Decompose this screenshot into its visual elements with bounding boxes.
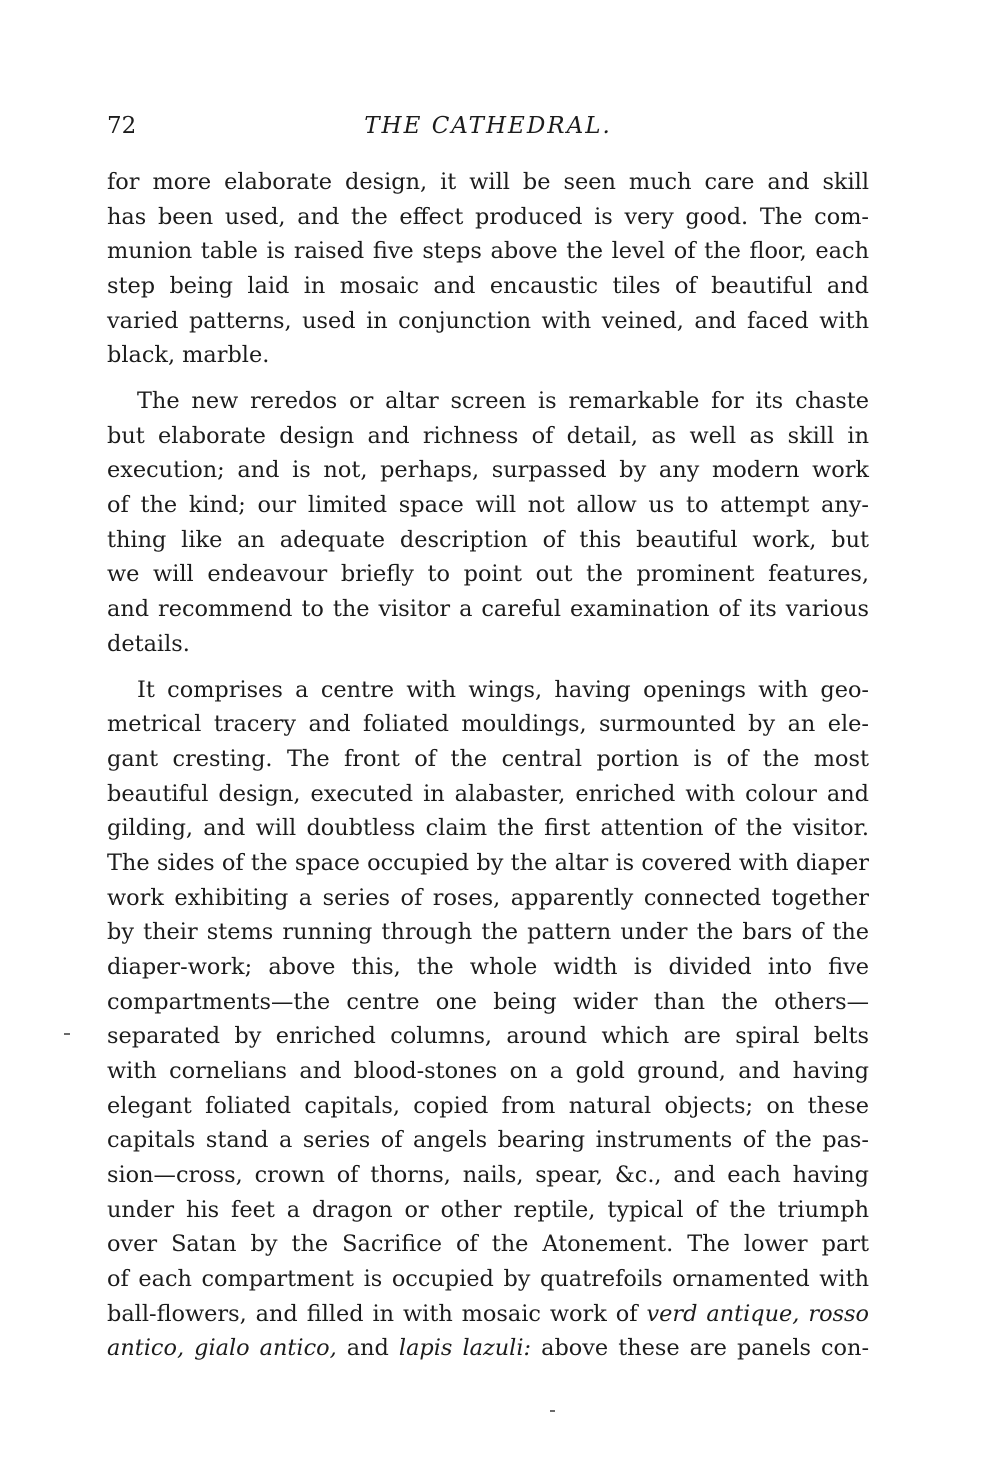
italic-term: antico, [107,1335,185,1361]
text-line: by their stems running through the pattern under the bars of the [107,919,869,945]
running-head [107,106,869,146]
text-line: beautiful design, executed in alabaster, enriched with colour and [107,781,869,807]
text-line: elegant foliated capitals, copied from natural objects; on these [107,1093,869,1119]
line-text: and [346,1335,389,1361]
text-line: black, marble. [107,342,270,368]
text-line: varied patterns, used in conjunction with veined, and faced with [107,308,869,334]
text-line: thing like an adequate description of this beautiful work, but [107,527,869,553]
italic-term: rosso [808,1301,870,1327]
line-text: ball-flowers, and filled in with mosaic work of [107,1301,638,1327]
text-line: sion—cross, crown of thorns, nails, spear, &c., and each having [107,1162,869,1188]
text-line: munion table is raised five steps above the level of the floor, each [107,238,869,264]
text-line: of each compartment is occupied by quatrefoils ornamented with [107,1266,869,1292]
text-line: work exhibiting a series of roses, apparently connected together [107,885,869,911]
text-line: metrical tracery and foliated mouldings, surmounted by an ele- [107,711,869,737]
running-title: THE CATHEDRAL. [364,113,612,139]
text-line: with cornelians and blood-stones on a gold ground, and having [107,1058,869,1084]
text-line: The sides of the space occupied by the altar is covered with diaper [107,850,869,876]
text-line: separated by enriched columns, around which are spiral belts [107,1023,869,1049]
text-line: details. [107,631,190,657]
line-text: above these are panels con- [541,1335,870,1361]
text-line: gilding, and will doubtless claim the first attention of the visitor. [107,815,869,841]
text-line: under his feet a dragon or other reptile, typical of the triumph [107,1197,869,1223]
text-line: has been used, and the effect produced is very good. The com- [107,204,869,230]
text-line: we will endeavour briefly to point out the prominent features, [107,561,869,587]
italic-term: gialo antico, [194,1335,337,1361]
text-line: The new reredos or altar screen is remarkable for its chaste [137,388,869,414]
text-line: for more elaborate design, it will be seen much care and skill [107,169,869,195]
margin-mark [64,1033,70,1035]
text-line: capitals stand a series of angels bearing instruments of the pas- [107,1127,869,1153]
italic-term: lapis lazuli: [398,1335,532,1361]
text-line: over Satan by the Sacrifice of the Atonement. The lower part [107,1231,869,1257]
text-line: step being laid in mosaic and encaustic tiles of beautiful and [107,273,869,299]
text-line: and recommend to the visitor a careful examination of its various [107,596,869,622]
page-number: 72 [107,113,137,139]
text-line: gant cresting. The front of the central portion is of the most [107,746,869,772]
text-line: execution; and is not, perhaps, surpassed by any modern work [107,457,869,483]
text-line: of the kind; our limited space will not allow us to attempt any- [107,492,869,518]
italic-term: verd antique, [646,1301,800,1327]
text-line: but elaborate design and richness of detail, as well as skill in [107,423,869,449]
text-line [107,1297,869,1331]
text-line: It comprises a centre with wings, having openings with geo- [137,677,869,703]
print-speck [550,1410,555,1412]
text-line [107,1331,869,1365]
text-line: compartments—the centre one being wider than the others— [107,989,869,1015]
text-line: diaper-work; above this, the whole width is divided into five [107,954,869,980]
